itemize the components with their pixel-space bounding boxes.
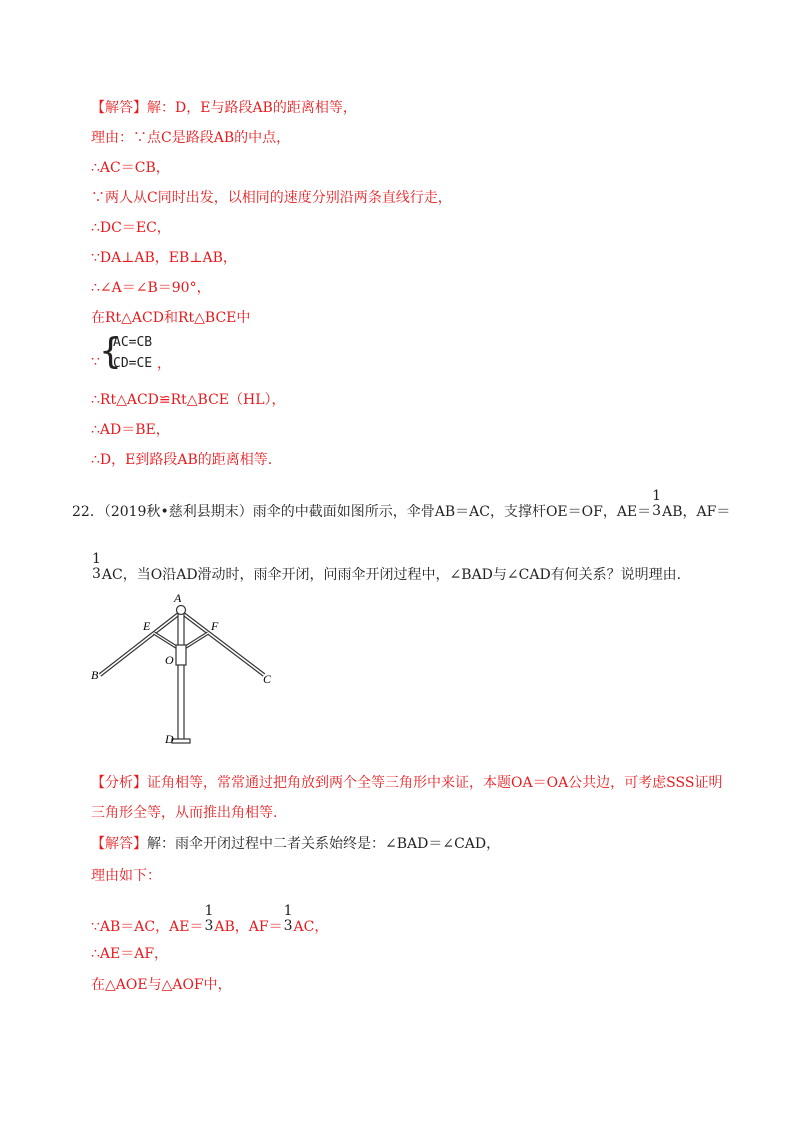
fraction-denominator: 3 <box>204 918 214 934</box>
solution-line: 在Rt△ACD和Rt△BCE中 <box>91 310 251 326</box>
slider-o <box>176 645 186 665</box>
analysis-line: 【分析】证角相等，常常通过把角放到两个全等三角形中来证，本题OA＝OA公共边，可考虑SSS证明 <box>91 775 723 791</box>
solution-line <box>91 834 500 854</box>
solution-line <box>91 903 329 942</box>
fraction-numerator: 1 <box>283 903 293 919</box>
fraction-numerator: 1 <box>652 488 662 504</box>
solution-line: 在△AOE与△AOF中， <box>91 977 232 993</box>
label-a: A <box>174 593 182 605</box>
analysis-line: 三角形全等，从而推出角相等. <box>91 805 278 821</box>
question-number: 22． <box>72 504 104 520</box>
solution-line: ∴AD＝BE， <box>91 422 170 438</box>
solution-line: 【解答】解：D，E与路段AB的距离相等， <box>91 100 357 116</box>
solution-text: 解：雨伞开闭过程中二者关系始终是：∠BAD＝∠CAD， <box>147 836 501 852</box>
solution-text: AB，AF＝ <box>214 919 283 935</box>
solution-line: ∴AC＝CB， <box>91 160 170 176</box>
solution-line: ∴DC＝EC， <box>91 220 171 236</box>
label-c: C <box>263 672 272 686</box>
question-text: 雨伞的中截面如图所示，伞骨AB＝AC，支撑杆OE＝OF，AE＝ <box>252 504 652 520</box>
label-f: F <box>211 619 219 633</box>
solution-line: ∴Rt△ACD≌Rt△BCE（HL）， <box>91 392 286 408</box>
solution-line: 理由：∵点C是路段AB的中点， <box>91 130 291 146</box>
umbrella-diagram <box>88 593 288 753</box>
fraction <box>204 904 213 934</box>
question-22-cont <box>91 551 682 590</box>
solution-line: ∴AE＝AF， <box>91 946 169 962</box>
solution-line: ∵两人从C同时出发，以相同的速度分别沿两条直线行走， <box>91 190 452 206</box>
fraction-denominator: 3 <box>283 918 293 934</box>
solution-line: 理由如下： <box>91 868 161 884</box>
fraction <box>652 489 661 519</box>
comma: ， <box>157 356 171 372</box>
solution-line: ∴∠A＝∠B＝90°， <box>91 280 211 296</box>
solution-text: ∵AB＝AC，AE＝ <box>91 919 204 935</box>
solution-tag: 【解答】 <box>91 836 147 852</box>
question-22 <box>72 488 731 527</box>
fraction-denominator: 3 <box>92 566 101 582</box>
fraction-denominator: 3 <box>652 503 662 519</box>
solution-line: ∴D，E到路段AB的距离相等. <box>91 452 273 468</box>
solution-line: ∵DA⊥AB，EB⊥AB， <box>91 250 237 266</box>
system-equation: AC=CB <box>113 335 153 350</box>
fraction <box>284 904 293 934</box>
fraction-numerator: 1 <box>92 551 101 567</box>
question-text: AB，AF＝ <box>662 504 731 520</box>
handle-base <box>172 739 190 743</box>
system-equation: CD=CE <box>113 356 153 371</box>
label-b: B <box>91 668 99 682</box>
fraction-numerator: 1 <box>204 903 214 919</box>
fraction <box>92 552 101 582</box>
because-symbol: ∵ <box>91 354 100 370</box>
label-d: D <box>165 732 174 746</box>
question-text: AC，当O沿AD滑动时，雨伞开闭，问雨伞开闭过程中，∠BAD与∠CAD有何关系？说明理由. <box>101 567 682 583</box>
top-knob <box>177 606 186 615</box>
shaft <box>178 613 184 741</box>
label-o: O <box>165 653 174 667</box>
label-e: E <box>143 619 151 633</box>
brace: { <box>99 331 122 372</box>
question-source: （2019秋•慈利县期末） <box>103 504 253 520</box>
solution-text: AC， <box>293 919 329 935</box>
